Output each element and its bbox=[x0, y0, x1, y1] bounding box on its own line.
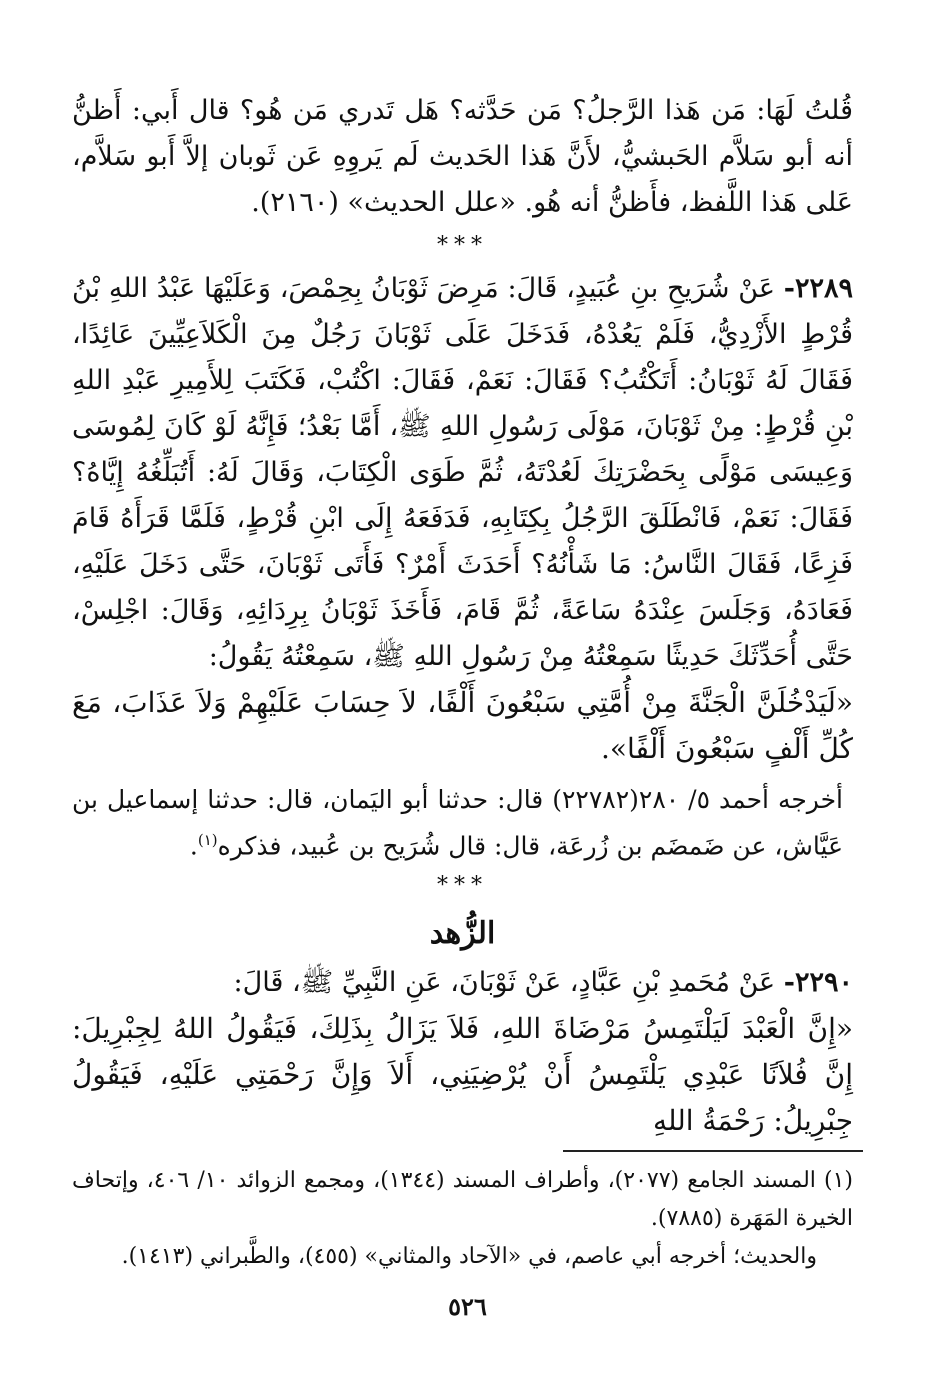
footnote-ref: (١) bbox=[197, 831, 218, 849]
hadith-2290-narration-text: عَنْ مُحَمدِ بْنِ عَبَّادٍ، عَنْ ثَوْبَانَ، عَنِ النَّبِيِّ ﷺ، قَالَ: bbox=[233, 967, 776, 999]
section-separator-2: *** bbox=[437, 873, 488, 899]
hadith-2289-narration bbox=[72, 266, 853, 680]
footnote-1: (١) المسند الجامع (٢٠٧٧)، وأطراف المسند (١٣٤٤)، ومجمع الزوائد ١٠/ ٤٠٦، وإتحاف الخيرة المَهَرة (٧٨٨٥). bbox=[72, 1168, 853, 1231]
page-number: ٥٢٦ bbox=[448, 1292, 487, 1321]
section-separator: *** bbox=[437, 233, 488, 258]
section-heading: الزُّهد bbox=[429, 916, 496, 952]
footnotes bbox=[72, 1162, 853, 1276]
source-text: أخرجه أحمد ٥/ ٢٨٠(٢٢٧٨٢) قال: حدثنا أبو اليَمان، قال: حدثنا إسماعيل بن عَيَّاش، عن ضَمضَم بن زُرعَة، قال: قال شُرَيح بن عُبيد، فذكره bbox=[72, 785, 843, 861]
footnote-1-continued: والحديث؛ أخرجه أبي عاصم، في «الآحاد والمثاني» (٤٥٥)، والطَّبراني (١٤١٣). bbox=[121, 1244, 817, 1269]
hadith-number-2290: ٢٢٩٠- bbox=[783, 967, 853, 999]
hadith-number: ٢٢٨٩- bbox=[783, 273, 853, 304]
hadith-2290-narration bbox=[72, 960, 853, 1006]
hadith-2289-source: أخرجه أحمد ٥/ ٢٨٠(٢٢٧٨٢) قال: حدثنا أبو اليَمان، قال: حدثنا إسماعيل بن عَيَّاش، عن ضَمضَم بن زُرعَة، قال: قال شُرَيح بن عُبيد، فذكره$^{(١)}$. bbox=[72, 785, 843, 861]
intro-paragraph: قُلتُ لَهَا: مَن هَذا الرَّجلُ؟ مَن حَدَّثه؟ هَل تَدري مَن هُو؟ قال أَبي: أَظنُّ أنه أبو سَلاَّم الحَبشيُّ، لأَنَّ هَذا الحَديث لَم يَروِهِ عَن ثَوبان إلاَّ أَبو سَلاَّم، عَلى هَذا اللَّفظ، فأَظنُّ أنه هُو. «علل الحديث» (٢١٦٠). bbox=[72, 95, 853, 218]
hadith-narration-text: عَنْ شُرَيحِ بنِ عُبَيدٍ، قَالَ: مَرِضَ ثَوْبَانُ بِحِمْصَ، وَعَلَيْهَا عَبْدُ اللهِ بْنُ قُرْطٍ الأَزْدِيُّ، فَلَمْ يَعُدْهُ، فَدَخَلَ عَلَى ثَوْبَانَ رَجُلٌ مِنَ الْكَلاَعِيِّينَ عَائِدًا، فَقَالَ لَهُ ثَوْبَانُ: أَتَكْتُبُ؟ فَقَالَ: نَعَمْ، فَقَالَ: اكْتُبْ، فَكَتَبَ لِلأَمِيرِ عَبْدِ اللهِ بْنِ قُرْطٍ: مِنْ ثَوْبَانَ، مَوْلَى رَسُولِ اللهِ ﷺ، أَمَّا بَعْدُ؛ فَإِنَّهُ لَوْ كَانَ لِمُوسَى وَعِيسَى مَوْلًى بِحَضْرَتِكَ لَعُدْتَهُ، ثُمَّ طَوَى الْكِتَابَ، وَقَالَ لَهُ: أَتُبَلِّغُهُ إِيَّاهُ؟ فَقَالَ: نَعَمْ، فَانْطَلَقَ الرَّجُلُ بِكِتَابِهِ، فَدَفَعَهُ إِلَى ابْنِ قُرْطٍ، فَلَمَّا قَرَأَهُ قَامَ فَزِعًا، فَقَالَ النَّاسُ: مَا شَأْنُهُ؟ أَحَدَثَ أَمْرٌ؟ فَأَتَى ثَوْبَانَ، حَتَّى دَخَلَ عَلَيْهِ، فَعَادَهُ، وَجَلَسَ عِنْدَهُ سَاعَةً، ثُمَّ قَامَ، فَأَخَذَ ثَوْبَانُ بِرِدَائِهِ، وَقَالَ: اجْلِسْ، حَتَّى أُحَدِّثَكَ حَدِيثًا سَمِعْتُهُ مِنْ رَسُولِ اللهِ ﷺ، سَمِعْتُهُ يَقُولُ: bbox=[72, 273, 853, 672]
hadith-2290-matn: «إِنَّ الْعَبْدَ لَيَلْتَمِسُ مَرْضَاةَ اللهِ، فَلاَ يَزَالُ بِذَلِكَ، فَيَقُولُ اللهُ لِجِبْرِيلَ: إِنَّ فُلاَنًا عَبْدِي يَلْتَمِسُ أَنْ يُرْضِيَنِي، أَلاَ وَإِنَّ رَحْمَتِي عَلَيْهِ، فَيَقُولُ جِبْرِيلُ: رَحْمَةُ اللهِ bbox=[72, 1012, 853, 1138]
hadith-2289-matn: «لَيَدْخُلَنَّ الْجَنَّةَ مِنْ أُمَّتِي سَبْعُونَ أَلْفًا، لاَ حِسَابَ عَلَيْهِمْ وَلاَ عَذَابَ، مَعَ كُلِّ أَلْفٍ سَبْعُونَ أَلْفًا». bbox=[72, 686, 853, 765]
footnote-divider bbox=[563, 1150, 863, 1152]
